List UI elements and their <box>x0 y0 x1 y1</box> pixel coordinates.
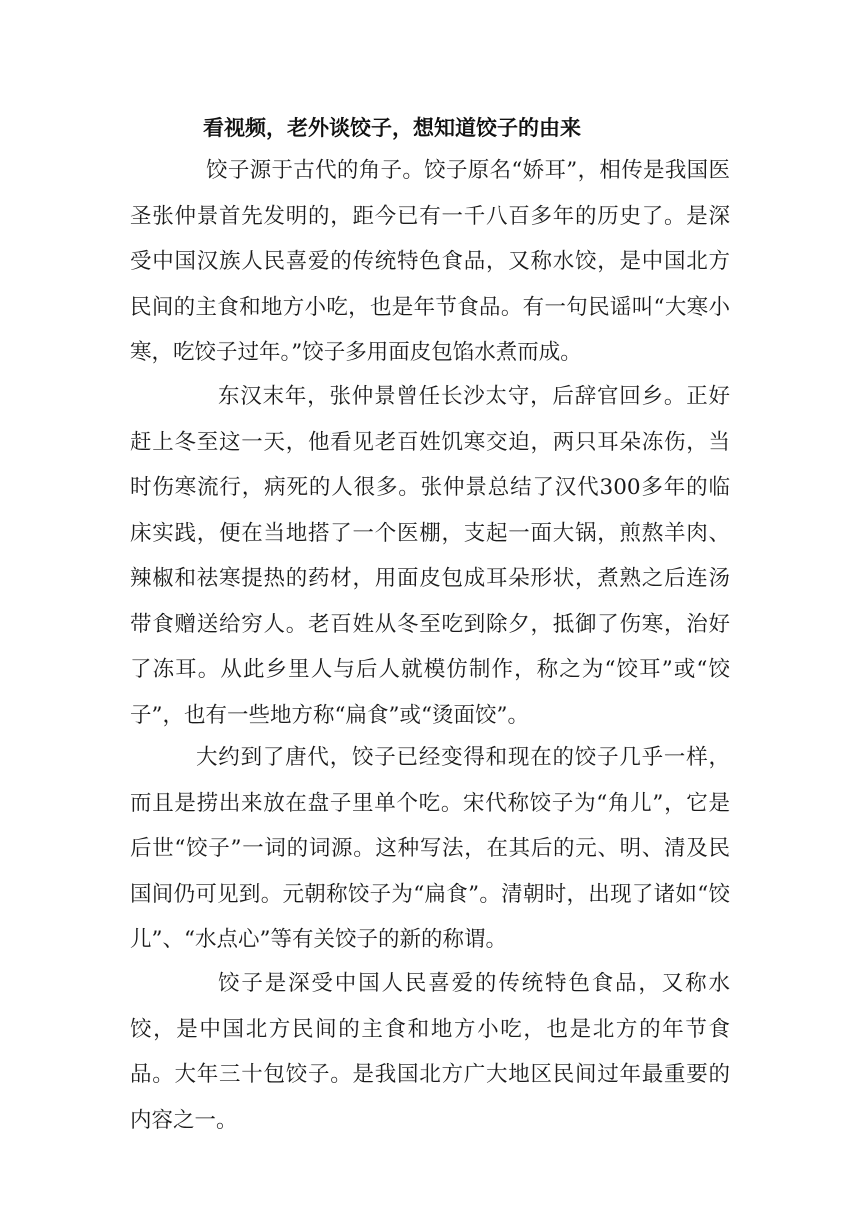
paragraph-zhang-zhongjing: 东汉末年，张仲景曾任长沙太守，后辞官回乡。正好赶上冬至这一天，他看见老百姓饥寒交迫，两只耳朵冻伤，当时伤寒流行，病死的人很多。张仲景总结了汉代300多年的临床实践，便在当地搭了一个医棚，支起一面大锅，煎熬羊肉、辣椒和祛寒提热的药材，用面皮包成耳朵形状，煮熟之后连汤带食赠送给穷人。老百姓从冬至吃到除夕，抵御了伤寒，治好了冻耳。从此乡里人与后人就模仿制作，称之为“饺耳”或“饺子”，也有一些地方称“扁食”或“烫面饺”。 <box>130 384 730 728</box>
paragraph-new-year: 饺子是深受中国人民喜爱的传统特色食品，又称水饺，是中国北方民间的主食和地方小吃，也是北方的年节食品。大年三十包饺子。是我国北方广大地区民间过年最重要的内容之一。 <box>130 971 730 1133</box>
paragraph-tang-song: 大约到了唐代，饺子已经变得和现在的饺子几乎一样，而且是捞出来放在盘子里单个吃。宋代称饺子为“角儿”，它是后世“饺子”一词的词源。这种写法，在其后的元、明、清及民国间仍可见到。元朝称饺子为“扁食”。清朝时，出现了诸如“饺儿”、“水点心”等有关饺子的新的称谓。 <box>130 745 730 952</box>
paragraph-origin: 饺子源于古代的角子。饺子原名“娇耳”，相传是我国医圣张仲景首先发明的，距今已有一千八百多年的历史了。是深受中国汉族人民喜爱的传统特色食品，又称水饺，是中国北方民间的主食和地方小吃，也是年节食品。有一句民谣叫“大寒小寒，吃饺子过年。”饺子多用面皮包馅水煮而成。 <box>130 158 730 365</box>
document-title: 看视频，老外谈饺子，想知道饺子的由来 <box>203 115 581 140</box>
